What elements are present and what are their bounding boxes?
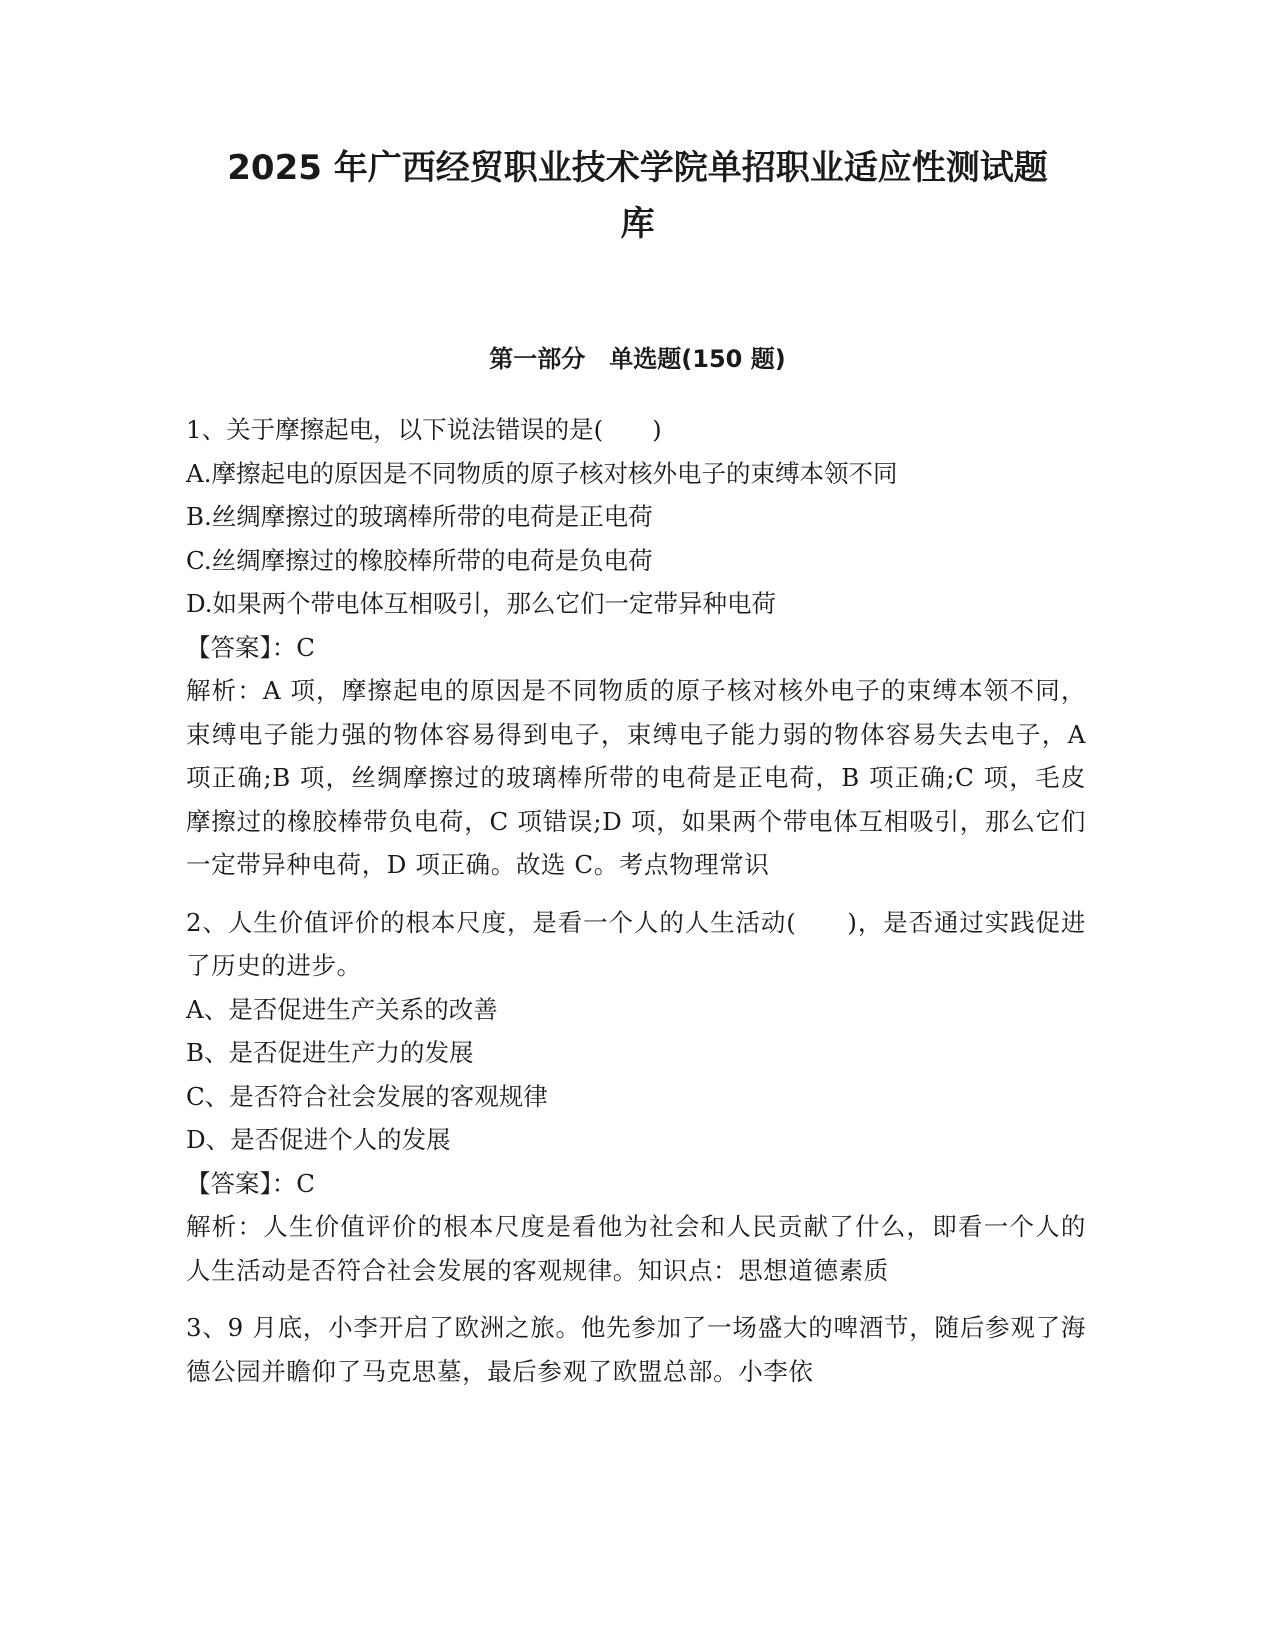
option-a: A.摩擦起电的原因是不同物质的原子核对核外电子的束缚本领不同 — [186, 458, 898, 488]
answer-line: 【答案】：C — [186, 1168, 315, 1198]
option-b: B.丝绸摩擦过的玻璃棒所带的电荷是正电荷 — [186, 502, 653, 531]
answer-line: 【答案】：C — [186, 632, 315, 662]
section-heading: 第一部分 单选题(150 题) — [489, 345, 786, 373]
option-c: C.丝绸摩擦过的橡胶棒所带的电荷是负电荷 — [186, 545, 653, 575]
option-b: B、是否促进生产力的发展 — [186, 1038, 474, 1067]
question-2 — [186, 901, 1086, 1293]
document-title-line-1: 2025 年广西经贸职业技术学院单招职业适应性测试题 — [227, 148, 1048, 188]
option-d: D、是否促进个人的发展 — [186, 1125, 451, 1154]
document-title — [150, 140, 1125, 252]
question-stem: 2、人生价值评价的根本尺度，是看一个人的人生活动( )，是否通过实践促进了历史的进步。 — [186, 907, 1086, 980]
document-title-line-2: 库 — [620, 204, 655, 244]
option-d: D.如果两个带电体互相吸引，那么它们一定带异种电荷 — [186, 589, 777, 618]
question-1 — [186, 408, 1086, 887]
analysis-text: 解析：人生价值评价的根本尺度是看他为社会和人民贡献了什么，即看一个人的人生活动是否符合社会发展的客观规律。知识点：思想道德素质 — [186, 1212, 1086, 1285]
analysis-text: 解析：A 项，摩擦起电的原因是不同物质的原子核对核外电子的束缚本领不同，束缚电子能力强的物体容易得到电子，束缚电子能力弱的物体容易失去电子，A 项正确;B 项，丝绸摩擦过的玻璃棒所带的电荷是正电荷，B 项正确;C 项，毛皮摩擦过的橡胶棒带负电荷，C 项错误;D 项，如果两个带电体互相吸引，那么它们一定带异种电荷，D 项正确。故选 C。考点物理常识 — [186, 676, 1086, 879]
question-stem: 1、关于摩擦起电，以下说法错误的是( ) — [186, 415, 662, 444]
option-a: A、是否促进生产关系的改善 — [186, 994, 498, 1024]
question-3 — [186, 1306, 1086, 1393]
question-list — [186, 408, 1086, 1407]
option-c: C、是否符合社会发展的客观规律 — [186, 1081, 548, 1111]
question-stem: 3、9 月底，小李开启了欧洲之旅。他先参加了一场盛大的啤酒节，随后参观了海德公园并瞻仰了马克思墓，最后参观了欧盟总部。小李依 — [186, 1313, 1086, 1386]
